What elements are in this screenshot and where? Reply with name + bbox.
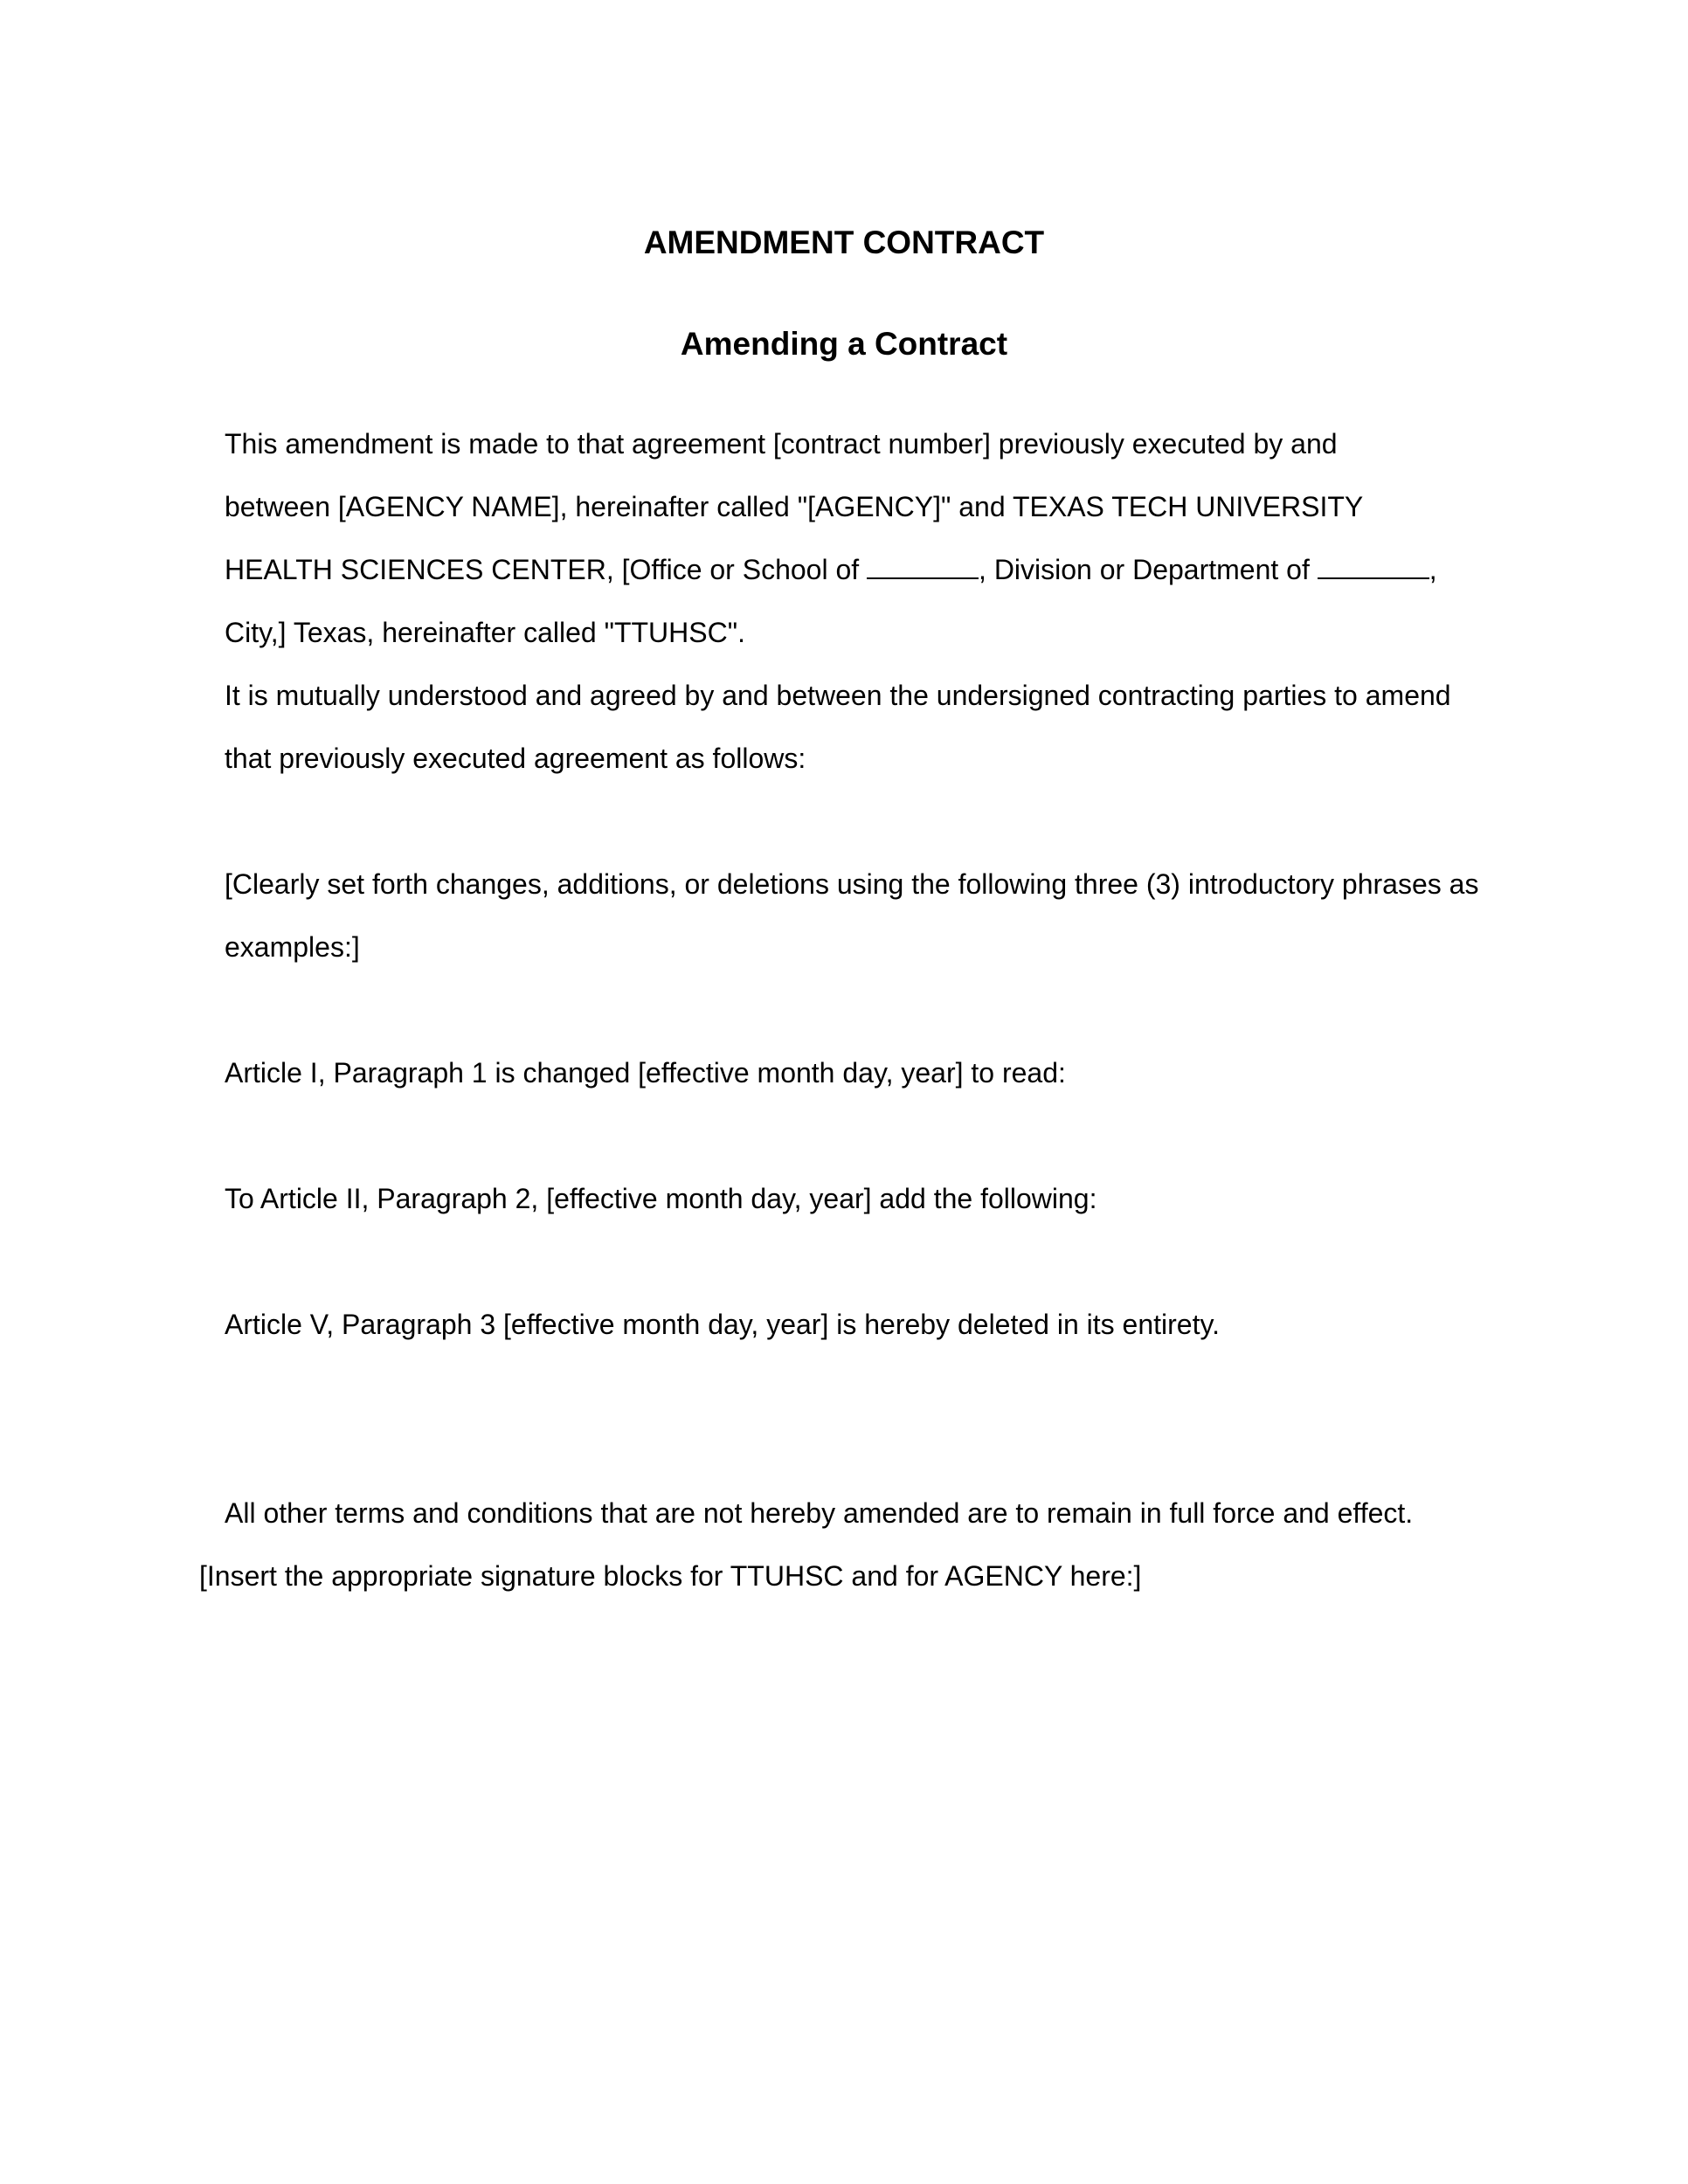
agreement-line-1: It is mutually understood and agreed by and between the undersigned contracting parties to amend [225, 680, 1451, 711]
document-title: AMENDMENT CONTRACT [643, 225, 1045, 260]
instructions-line-1: [Clearly set forth changes, additions, or deletions using the following three (3) introductory phrases as [225, 868, 1479, 900]
signature-note: [Insert the appropriate signature blocks for TTUHSC and for AGENCY here:] [199, 1560, 1142, 1592]
intro-line-3-part-2: , Division or Department of [979, 554, 1318, 585]
example-article-ii: To Article II, Paragraph 2, [effective month day, year] add the following: [225, 1183, 1097, 1214]
intro-line-3 [225, 553, 1437, 586]
closing-statement: All other terms and conditions that are not hereby amended are to remain in full force and effect. [225, 1497, 1414, 1529]
intro-line-4: City,] Texas, hereinafter called "TTUHSC". [225, 617, 745, 648]
example-article-v: Article V, Paragraph 3 [effective month day, year] is hereby deleted in its entirety. [225, 1309, 1220, 1340]
agreement-line-2: that previously executed agreement as follows: [225, 743, 806, 774]
instructions-line-2: examples:] [225, 931, 360, 963]
intro-line-1: This amendment is made to that agreement [contract number] previously executed by and [225, 428, 1338, 460]
intro-line-3-part-3: , [1429, 554, 1437, 585]
document-subtitle: Amending a Contract [680, 326, 1008, 362]
office-school-blank [867, 556, 979, 579]
example-article-i: Article I, Paragraph 1 is changed [effective month day, year] to read: [225, 1057, 1066, 1089]
intro-line-2: between [AGENCY NAME], hereinafter called "[AGENCY]" and TEXAS TECH UNIVERSITY [225, 491, 1364, 522]
division-department-blank [1318, 556, 1429, 579]
intro-line-3-part-1: HEALTH SCIENCES CENTER, [Office or School of [225, 554, 868, 585]
